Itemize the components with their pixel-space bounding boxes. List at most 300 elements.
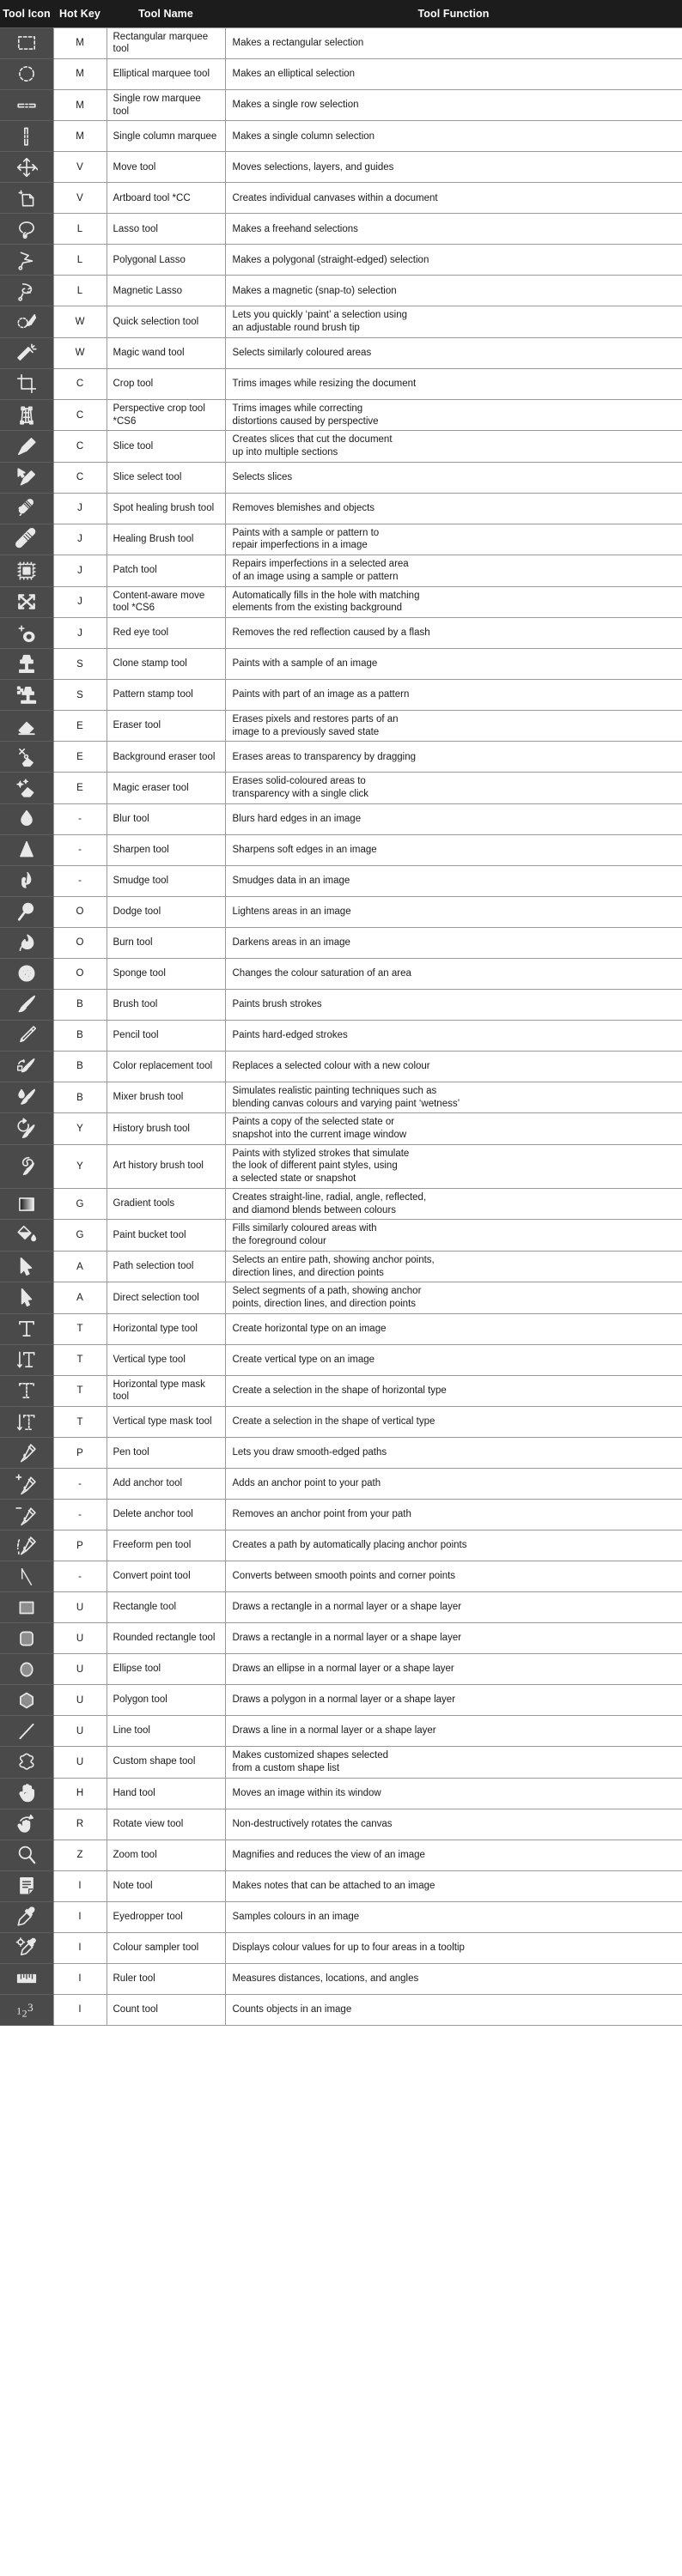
tool-name: Sponge tool [107,958,225,989]
tool-hotkey: - [53,1469,107,1500]
table-row [0,1963,682,1994]
tool-hotkey: - [53,834,107,865]
tool-hotkey: B [53,1082,107,1112]
tool-hotkey: - [53,865,107,896]
tool-function-line: Makes a magnetic (snap-to) selection [232,285,397,296]
tool-function-line: Adds an anchor point to your path [232,1478,381,1489]
tool-function-line: distortions caused by perspective [232,415,379,427]
table-row [0,989,682,1020]
mixer-brush-icon [0,1082,53,1112]
table-row [0,1654,682,1685]
tool-function-line: Create vertical type on an image [232,1354,375,1365]
tool-function-line: Selects an entire path, showing anchor points, [232,1254,435,1265]
table-row [0,1778,682,1809]
tool-function [225,586,682,617]
single-column-marquee-icon [0,121,53,152]
tool-name: Ellipse tool [107,1654,225,1685]
tool-function [225,1685,682,1716]
tool-function [225,834,682,865]
sponge-icon [0,958,53,989]
tool-hotkey: Z [53,1840,107,1870]
lasso-icon [0,214,53,245]
svg-text:2: 2 [21,2007,27,2020]
tool-function [225,1020,682,1051]
delete-anchor-icon [0,1500,53,1530]
tool-hotkey: J [53,586,107,617]
tool-function [225,1251,682,1282]
table-row [0,803,682,834]
table-row [0,493,682,524]
pattern-stamp-icon [0,680,53,711]
tool-function-line: Erases pixels and restores parts of an [232,714,399,724]
vertical-type-mask-icon [0,1407,53,1438]
tool-function-line: Removes blemishes and objects [232,502,375,513]
table-row [0,1623,682,1654]
tool-function [225,1530,682,1561]
tool-function-line: Paints a copy of the selected state or [232,1117,395,1128]
tool-function-line: Makes a polygonal (straight-edged) selection [232,254,429,265]
tool-name: Slice tool [107,431,225,462]
tool-function-line: Makes customized shapes selected [232,1750,389,1761]
tool-function-line: image to a previously saved state [232,726,380,737]
tool-name: Smudge tool [107,865,225,896]
tool-function-line: repair imperfections in a image [232,540,368,551]
tool-function [225,1188,682,1219]
tool-function [225,680,682,711]
tool-hotkey: M [53,121,107,152]
paint-bucket-icon [0,1220,53,1251]
tool-function [225,306,682,337]
tool-function-line: the look of different paint styles, using [232,1161,398,1172]
table-row [0,214,682,245]
tool-hotkey: C [53,462,107,493]
table-row [0,1020,682,1051]
table-row [0,1500,682,1530]
vertical-type-icon [0,1344,53,1375]
rectangle-icon [0,1592,53,1623]
tool-function-line: Draws an ellipse in a normal layer or a shape layer [232,1664,454,1675]
tool-name: Artboard tool *CC [107,183,225,214]
table-row [0,89,682,120]
tool-name: Single column marquee [107,121,225,152]
tool-name: Blur tool [107,803,225,834]
tool-name: Magnetic Lasso [107,276,225,306]
content-aware-move-icon [0,586,53,617]
tool-hotkey: U [53,1747,107,1778]
table-row [0,306,682,337]
tool-function-line: Makes notes that can be attached to an image [232,1880,435,1891]
tool-name: Color replacement tool [107,1051,225,1082]
tool-hotkey: T [53,1313,107,1344]
tool-function [225,958,682,989]
tool-hotkey: J [53,493,107,524]
tool-function-line: Removes an anchor point from your path [232,1509,411,1520]
tool-name: Convert point tool [107,1561,225,1592]
tool-function-line: Create a selection in the shape of horizontal type [232,1385,447,1397]
tool-hotkey: Y [53,1144,107,1188]
tool-name: Vertical type mask tool [107,1407,225,1438]
rounded-rectangle-icon [0,1623,53,1654]
table-row [0,27,682,58]
tool-function [225,1870,682,1901]
table-row [0,1809,682,1840]
tool-function [225,1809,682,1840]
tool-name: Note tool [107,1870,225,1901]
eraser-icon [0,711,53,742]
tool-function [225,431,682,462]
tool-function [225,399,682,430]
single-row-marquee-icon [0,89,53,120]
tool-name: Rectangle tool [107,1592,225,1623]
tool-function [225,1500,682,1530]
tool-function-line: Blurs hard edges in an image [232,814,362,825]
tool-hotkey: U [53,1654,107,1685]
crop-icon [0,368,53,399]
tool-function-line: an adjustable round brush tip [232,323,360,334]
tool-function [225,1144,682,1188]
tool-function [225,27,682,58]
magnetic-lasso-icon [0,276,53,306]
tool-function [225,865,682,896]
tool-hotkey: L [53,214,107,245]
tool-name: Perspective crop tool *CS6 [107,399,225,430]
table-row [0,927,682,958]
tool-function-line: Fills similarly coloured areas with [232,1223,377,1234]
tool-hotkey: S [53,649,107,680]
tool-function-line: snapshot into the current image window [232,1130,407,1141]
svg-text:3: 3 [27,2001,33,2015]
tool-function-line: blending canvas colours and varying paint ‘wetness’ [232,1098,460,1109]
color-replacement-icon [0,1051,53,1082]
tool-function [225,524,682,555]
tool-name: Vertical type tool [107,1344,225,1375]
table-row [0,1282,682,1313]
pen-icon [0,1438,53,1469]
tool-function-line: Automatically fills in the hole with matching [232,590,420,601]
tool-name: Sharpen tool [107,834,225,865]
table-row [0,555,682,586]
count-icon [0,1994,53,2025]
tool-name: Zoom tool [107,1840,225,1870]
tool-hotkey: - [53,803,107,834]
tool-function-line: Makes a single row selection [232,100,359,111]
tool-function-line: Repairs imperfections in a selected area [232,559,409,570]
tool-function [225,773,682,803]
tool-function-line: Simulates realistic painting techniques such as [232,1085,437,1096]
tool-function-line: Replaces a selected colour with a new colour [232,1061,430,1072]
table-row [0,1685,682,1716]
tool-function [225,276,682,306]
table-row [0,276,682,306]
table-row [0,1051,682,1082]
tool-name: Count tool [107,1994,225,2025]
svg-text:1: 1 [15,2004,21,2017]
tool-function-line: Creates individual canvases within a document [232,192,438,203]
tool-function [225,1113,682,1144]
table-row [0,834,682,865]
table-row [0,524,682,555]
tool-function-line: Sharpens soft edges in an image [232,845,377,856]
sharpen-icon [0,834,53,865]
tool-function-line: Paints with part of an image as a pattern [232,689,410,700]
tool-hotkey: A [53,1282,107,1313]
tool-function-line: Draws a rectangle in a normal layer or a shape layer [232,1602,462,1613]
rotate-view-icon [0,1809,53,1840]
tool-function-line: Creates slices that cut the document [232,434,393,445]
tool-hotkey: M [53,89,107,120]
tool-name: Rotate view tool [107,1809,225,1840]
tool-hotkey: - [53,1500,107,1530]
ellipse-icon [0,1654,53,1685]
table-row [0,773,682,803]
tool-function [225,245,682,276]
table-row [0,431,682,462]
smudge-icon [0,865,53,896]
patch-icon [0,555,53,586]
tool-name: Elliptical marquee tool [107,58,225,89]
tool-function-line: Erases solid-coloured areas to [232,776,366,787]
table-row [0,1438,682,1469]
tool-function-line: of an image using a sample or pattern [232,571,399,582]
table-row [0,711,682,742]
tool-name: Freeform pen tool [107,1530,225,1561]
tool-function [225,989,682,1020]
table-row [0,586,682,617]
tool-function [225,1778,682,1809]
tool-function [225,896,682,927]
tool-function [225,711,682,742]
magic-wand-icon [0,337,53,368]
tool-hotkey: W [53,306,107,337]
healing-brush-icon [0,524,53,555]
tool-function-line: Creates a path by automatically placing anchor points [232,1540,467,1551]
tool-hotkey: J [53,555,107,586]
zoom-icon [0,1840,53,1870]
tool-function [225,1901,682,1932]
tool-name: Magic eraser tool [107,773,225,803]
tool-name: Add anchor tool [107,1469,225,1500]
tool-function-line: Paints with a sample or pattern to [232,527,380,538]
table-row [0,1113,682,1144]
tool-name: Single row marquee tool [107,89,225,120]
tool-function [225,1623,682,1654]
tool-function [225,183,682,214]
tool-name: Gradient tools [107,1188,225,1219]
tool-hotkey: J [53,618,107,649]
artboard-icon [0,183,53,214]
tool-hotkey: A [53,1251,107,1282]
column-header-tool-name: Tool Name [107,0,225,27]
tool-name: Dodge tool [107,896,225,927]
tool-function-line: Trims images while correcting [232,403,363,414]
tool-function [225,803,682,834]
tool-function [225,1747,682,1778]
table-row [0,1251,682,1282]
tool-function [225,1220,682,1251]
tool-hotkey: J [53,524,107,555]
eyedropper-icon [0,1901,53,1932]
tool-function-line: Paints with stylized strokes that simulate [232,1148,410,1159]
tool-name: Colour sampler tool [107,1932,225,1963]
tool-function [225,1994,682,2025]
red-eye-icon [0,618,53,649]
tool-function-line: Displays colour values for up to four areas in a tooltip [232,1942,465,1953]
tool-name: Eyedropper tool [107,1901,225,1932]
tool-hotkey: H [53,1778,107,1809]
tool-name: History brush tool [107,1113,225,1144]
table-row [0,896,682,927]
tool-name: Magic wand tool [107,337,225,368]
brush-icon [0,989,53,1020]
tool-function-line: Non-destructively rotates the canvas [232,1818,393,1829]
tool-function [225,58,682,89]
tool-function-line: Makes a single column selection [232,130,375,142]
tool-function [225,1840,682,1870]
tool-hotkey: M [53,58,107,89]
tool-hotkey: M [53,27,107,58]
gradient-icon [0,1188,53,1219]
tool-function-line: Erases areas to transparency by dragging [232,751,417,762]
background-eraser-icon [0,742,53,773]
table-row [0,152,682,183]
tool-hotkey: O [53,958,107,989]
ruler-icon [0,1963,53,1994]
tool-hotkey: B [53,1020,107,1051]
slice-select-icon [0,462,53,493]
column-header-tool-icon: Tool Icon [0,0,53,27]
tool-function [225,1344,682,1375]
table-row [0,1082,682,1112]
tool-function-line: Paints with a sample of an image [232,658,378,670]
tool-function [225,1561,682,1592]
tool-hotkey: E [53,742,107,773]
table-row [0,1840,682,1870]
tool-hotkey: U [53,1623,107,1654]
tool-function-line: Darkens areas in an image [232,937,350,949]
tool-hotkey: R [53,1809,107,1840]
table-row [0,121,682,152]
table-row [0,58,682,89]
table-row [0,1716,682,1747]
tool-function [225,927,682,958]
tool-function-line: Removes the red reflection caused by a flash [232,627,430,639]
tool-hotkey: G [53,1188,107,1219]
tool-function-line: transparency with a single click [232,789,369,800]
tool-hotkey: P [53,1438,107,1469]
table-row [0,1561,682,1592]
tool-name: Custom shape tool [107,1747,225,1778]
tool-name: Eraser tool [107,711,225,742]
tool-name: Healing Brush tool [107,524,225,555]
tool-function-line: Lets you draw smooth-edged paths [232,1447,387,1458]
table-row [0,1747,682,1778]
tool-hotkey: I [53,1901,107,1932]
tool-function-line: Lightens areas in an image [232,906,351,918]
tool-function-line: Moves selections, layers, and guides [232,161,394,173]
tool-name: Rounded rectangle tool [107,1623,225,1654]
table-row [0,1188,682,1219]
tool-function [225,121,682,152]
tool-function-line: up into multiple sections [232,446,338,458]
colour-sampler-icon [0,1932,53,1963]
table-row [0,337,682,368]
tool-function [225,152,682,183]
tool-hotkey: V [53,183,107,214]
tool-function [225,368,682,399]
tool-function-line: points, direction lines, and direction points [232,1298,417,1309]
tool-function [225,1282,682,1313]
tool-name: Path selection tool [107,1251,225,1282]
table-body [0,27,682,2025]
line-icon [0,1716,53,1747]
spot-healing-brush-icon [0,493,53,524]
table-row [0,1901,682,1932]
art-history-brush-icon [0,1144,53,1188]
tool-name: Move tool [107,152,225,183]
burn-icon [0,927,53,958]
table-row [0,742,682,773]
tool-hotkey: E [53,711,107,742]
tool-name: Pattern stamp tool [107,680,225,711]
tool-hotkey: C [53,399,107,430]
tool-function-line: Paints brush strokes [232,999,322,1010]
table-row [0,1994,682,2025]
table-row [0,1313,682,1344]
tool-function [225,1963,682,1994]
tool-name: Quick selection tool [107,306,225,337]
tool-hotkey: U [53,1716,107,1747]
tool-function-line: Draws a rectangle in a normal layer or a shape layer [232,1633,462,1644]
tool-function-line: a selected state or snapshot [232,1173,356,1185]
tool-function [225,742,682,773]
tool-function-line: Select segments of a path, showing anchor [232,1286,422,1297]
magic-eraser-icon [0,773,53,803]
tool-hotkey: V [53,152,107,183]
tool-hotkey: T [53,1375,107,1406]
tool-function [225,493,682,524]
tool-function-line: Smudges data in an image [232,876,350,887]
tool-function-line: Lets you quickly ‘paint’ a selection using [232,310,407,321]
tool-name: Paint bucket tool [107,1220,225,1251]
tool-name: Hand tool [107,1778,225,1809]
elliptical-marquee-icon [0,58,53,89]
tool-function-line: Create horizontal type on an image [232,1323,387,1334]
tool-hotkey: Y [53,1113,107,1144]
tool-hotkey: U [53,1685,107,1716]
tool-function-line: direction lines, and direction points [232,1267,384,1278]
tool-hotkey: I [53,1870,107,1901]
tool-name: Horizontal type tool [107,1313,225,1344]
dodge-icon [0,896,53,927]
table-row [0,1870,682,1901]
table-row [0,462,682,493]
table-header [0,0,682,27]
tool-name: Content-aware move tool *CS6 [107,586,225,617]
column-header-hot-key: Hot Key [53,0,107,27]
tool-function [225,1716,682,1747]
tool-name: Polygonal Lasso [107,245,225,276]
tool-function [225,1469,682,1500]
convert-point-icon [0,1561,53,1592]
hand-icon [0,1778,53,1809]
column-header-tool-function: Tool Function [225,0,682,27]
tool-hotkey: I [53,1994,107,2025]
tool-function [225,649,682,680]
tool-name: Horizontal type mask tool [107,1375,225,1406]
tool-name: Crop tool [107,368,225,399]
tool-function-line: Changes the colour saturation of an area [232,968,411,979]
note-icon [0,1870,53,1901]
